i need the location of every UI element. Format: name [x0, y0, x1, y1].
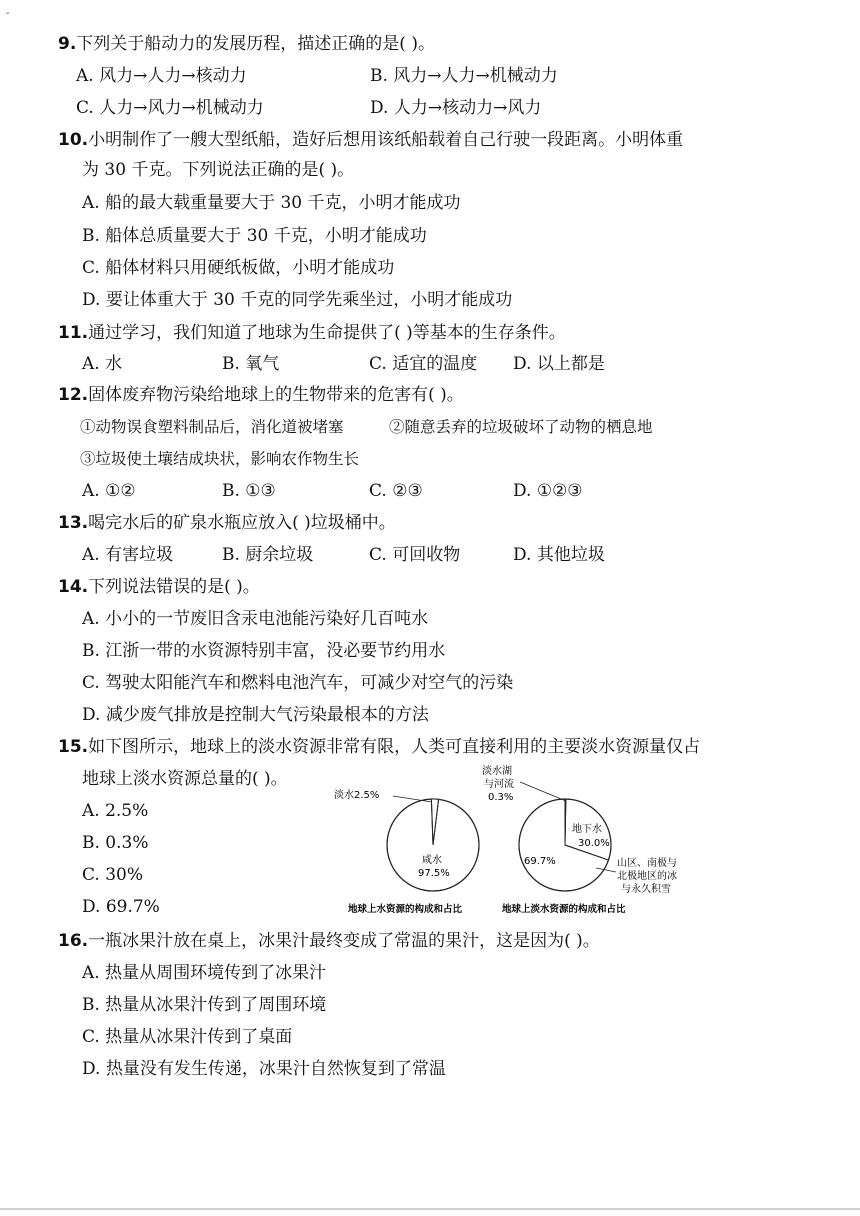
label-ice-snow-value: 69.7%: [524, 856, 556, 867]
chart-title-fresh-water: 地球上淡水资源的构成和占比: [502, 904, 626, 915]
question-stem: 通过学习，我们知道了地球为生命提供了( )等基本的生存条件。: [88, 323, 566, 343]
question-number: 9.: [58, 34, 77, 54]
option-a: A. 热量从周围环境传到了冰果汁: [82, 963, 327, 983]
question-15-stem-cont: 地球上淡水资源总量的( )。: [82, 769, 288, 789]
option-d: D. ①②③: [513, 481, 583, 501]
option-b: B. 江浙一带的水资源特别丰富，没必要节约用水: [82, 641, 446, 661]
leader-ice-snow: [596, 868, 616, 872]
question-number: 15.: [58, 737, 89, 757]
label-lakes-rivers-1: 淡水湖: [482, 766, 512, 777]
label-groundwater-value: 30.0%: [578, 838, 610, 849]
chart-title-water: 地球上水资源的构成和占比: [348, 904, 463, 915]
label-salt-water-name: 咸水: [422, 855, 442, 866]
option-b: B. 风力→人力→机械动力: [370, 66, 558, 86]
question-stem: 小明制作了一艘大型纸船，造好后想用该纸船载着自己行驶一段距离。小明体重: [88, 130, 684, 150]
scan-edge: [0, 1208, 860, 1210]
option-d: D. 减少废气排放是控制大气污染最根本的方法: [82, 705, 429, 725]
option-c: C. 船体材料只用硬纸板做，小明才能成功: [82, 258, 395, 278]
question-number: 16.: [58, 931, 89, 951]
pie-chart-fresh-water: [482, 764, 677, 915]
option-d: D. 以上都是: [513, 354, 605, 374]
question-stem: 固体废弃物污染给地球上的生物带来的危害有( )。: [88, 385, 464, 405]
leader-lakes-rivers: [520, 782, 566, 801]
label-ice-snow-3: 与永久积雪: [621, 884, 671, 895]
label-fresh-water: 淡水2.5%: [334, 790, 380, 801]
question-number: 14.: [58, 577, 89, 597]
question-13: [58, 512, 396, 534]
question-10: [58, 129, 683, 151]
option-c: C. 热量从冰果汁传到了桌面: [82, 1027, 293, 1047]
option-b: B. 热量从冰果汁传到了周围环境: [82, 995, 327, 1015]
option-b: B. 氧气: [222, 354, 280, 374]
question-9: [58, 33, 435, 55]
option-c: C. 适宜的温度: [369, 354, 478, 374]
question-stem: 下列说法错误的是( )。: [88, 577, 260, 597]
option-b: B. 0.3%: [82, 833, 149, 853]
label-ice-snow-2: 北极地区的冰: [617, 871, 677, 882]
pie-chart-water-on-earth: [334, 788, 479, 915]
question-stem: 如下图所示，地球上的淡水资源非常有限，人类可直接利用的主要淡水资源量仅占: [88, 737, 701, 757]
option-d: D. 人力→核动力→风力: [370, 98, 542, 118]
question-11: [58, 322, 566, 344]
option-b: B. 厨余垃圾: [222, 545, 314, 565]
option-c: C. 人力→风力→机械动力: [76, 98, 264, 118]
option-a: A. ①②: [82, 481, 136, 501]
question-stem: 一瓶冰果汁放在桌上，冰果汁最终变成了常温的果汁，这是因为( )。: [88, 931, 600, 951]
label-salt-water-value: 97.5%: [418, 868, 450, 879]
option-c: C. 驾驶太阳能汽车和燃料电池汽车，可减少对空气的污染: [82, 673, 514, 693]
option-b: B. ①③: [222, 481, 276, 501]
label-ice-snow-1: 山区、南极与: [617, 858, 677, 869]
option-d: D. 热量没有发生传递，冰果汁自然恢复到了常温: [82, 1059, 446, 1079]
question-10-stem-cont: 为 30 千克。下列说法正确的是( )。: [82, 160, 355, 180]
label-lakes-rivers-value: 0.3%: [488, 792, 514, 803]
option-c: C. 可回收物: [369, 545, 461, 565]
question-number: 12.: [58, 385, 89, 405]
question-number: 13.: [58, 513, 89, 533]
question-stem: 喝完水后的矿泉水瓶应放入( )垃圾桶中。: [88, 513, 396, 533]
option-a: A. 小小的一节废旧含汞电池能污染好几百吨水: [82, 609, 429, 629]
option-c: C. ②③: [369, 481, 423, 501]
statement-2: ②随意丢弃的垃圾破坏了动物的栖息地: [389, 418, 653, 436]
question-14: [58, 576, 260, 598]
option-b: B. 船体总质量要大于 30 千克，小明才能成功: [82, 226, 427, 246]
question-stem: 下列关于船动力的发展历程，描述正确的是( )。: [76, 34, 435, 54]
water-pie-charts: [320, 760, 720, 920]
option-d: D. 要让体重大于 30 千克的同学先乘坐过，小明才能成功: [82, 290, 513, 310]
option-d: D. 其他垃圾: [513, 545, 605, 565]
statement-1: ①动物误食塑料制品后，消化道被堵塞: [80, 418, 344, 436]
option-a: A. 风力→人力→核动力: [76, 66, 247, 86]
question-16: [58, 930, 600, 952]
question-number: 10.: [58, 130, 89, 150]
option-a: A. 有害垃圾: [82, 545, 174, 565]
question-12: [58, 384, 464, 406]
option-a: A. 2.5%: [82, 801, 149, 821]
option-d: D. 69.7%: [82, 897, 160, 917]
question-15: [58, 736, 700, 758]
label-groundwater-name: 地下水: [572, 824, 602, 835]
question-number: 11.: [58, 323, 89, 343]
option-c: C. 30%: [82, 865, 143, 885]
edge-mark: -: [6, 8, 10, 19]
option-a: A. 水: [82, 354, 123, 374]
option-a: A. 船的最大载重量要大于 30 千克，小明才能成功: [82, 193, 461, 213]
statement-3: ③垃圾使土壤结成块状，影响农作物生长: [80, 450, 360, 468]
label-lakes-rivers-2: 与河流: [484, 779, 514, 790]
